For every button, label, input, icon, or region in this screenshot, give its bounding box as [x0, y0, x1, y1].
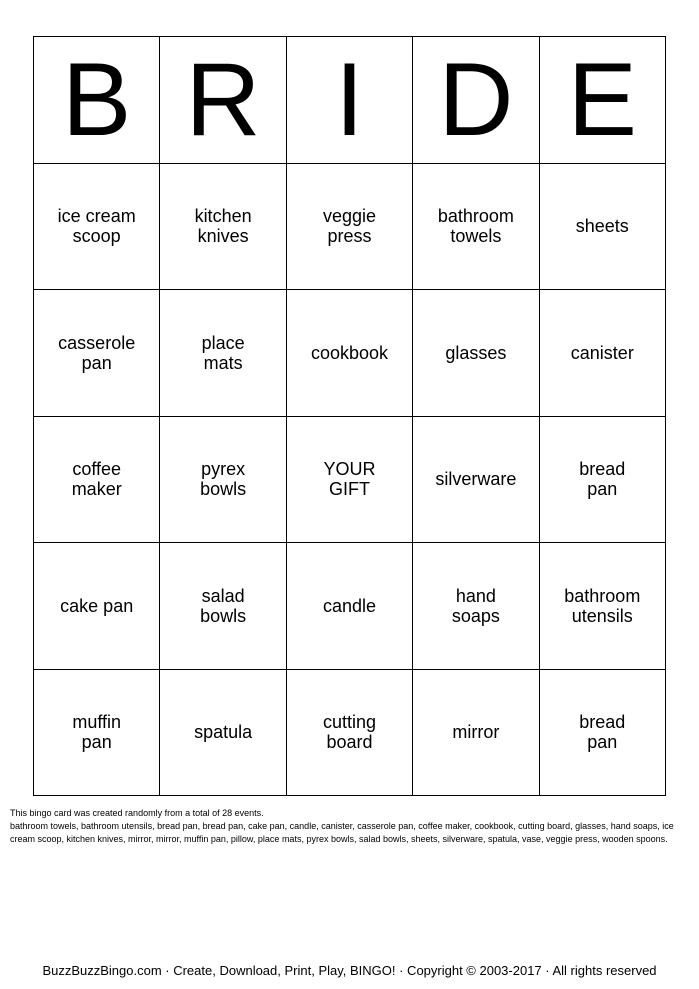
bingo-cell	[160, 670, 286, 797]
free-space-cell	[287, 417, 413, 544]
header-cell	[287, 37, 413, 164]
bingo-cell	[34, 417, 160, 544]
cell-text: bread pan	[579, 712, 626, 753]
notes-summary: This bingo card was created randomly from a total of 28 events.	[10, 808, 264, 818]
cell-text: sheets	[575, 216, 629, 237]
bingo-cell	[34, 670, 160, 797]
bingo-cell	[34, 164, 160, 291]
cell-text: cake pan	[60, 595, 134, 616]
bingo-cell	[160, 290, 286, 417]
bingo-cell	[287, 290, 413, 417]
cell-text: spatula	[194, 722, 253, 743]
header-letter: I	[335, 41, 364, 158]
cell-text: glasses	[445, 342, 507, 363]
bingo-cell	[34, 543, 160, 670]
cell-text: coffee maker	[71, 459, 122, 500]
bingo-cell	[413, 543, 539, 670]
header-cell	[413, 37, 539, 164]
notes-event-list: bathroom towels, bathroom utensils, bread pan, bread pan, cake pan, candle, canister, casserole pan, coffee maker, cookbook, cutting board, glasses, hand soaps, ice cream scoop, kitchen knives, mirror, mirror, muffin pan, pillow, place mats, pyrex bowls, salad bowls, sheets, silverware, spatula, vase, veggie press, wooden spoons.	[10, 821, 674, 844]
cell-text: YOUR GIFT	[323, 459, 376, 500]
bingo-cell	[413, 670, 539, 797]
bingo-cell	[540, 543, 666, 670]
cell-text: cookbook	[310, 342, 389, 363]
bingo-cell	[160, 417, 286, 544]
header-letter: D	[438, 41, 514, 158]
cell-text: pyrex bowls	[200, 459, 247, 500]
bingo-cell	[34, 290, 160, 417]
bingo-cell	[287, 164, 413, 291]
header-cell	[34, 37, 160, 164]
cell-text: canister	[570, 342, 634, 363]
header-letter: B	[62, 41, 132, 158]
bingo-cell	[160, 543, 286, 670]
footer-text: BuzzBuzzBingo.com · Create, Download, Print, Play, BINGO! · Copyright © 2003-2017 · All rights reserved	[42, 963, 657, 978]
bingo-cell	[413, 290, 539, 417]
cell-text: cutting board	[322, 712, 377, 753]
cell-text: salad bowls	[200, 585, 247, 626]
header-letter: E	[567, 41, 637, 158]
cell-text: muffin pan	[72, 712, 122, 753]
bingo-board	[33, 36, 666, 796]
cell-text: silverware	[435, 469, 517, 490]
cell-text: ice cream scoop	[57, 206, 136, 247]
bingo-cell	[287, 543, 413, 670]
bingo-cell	[160, 164, 286, 291]
bingo-cell	[540, 164, 666, 291]
header-cell	[540, 37, 666, 164]
header-letter: R	[185, 41, 261, 158]
bingo-cell	[413, 417, 539, 544]
cell-text: mirror	[452, 722, 500, 743]
bingo-cell	[287, 670, 413, 797]
cell-text: bathroom utensils	[564, 585, 641, 626]
cell-text: casserole pan	[58, 332, 136, 373]
cell-text: place mats	[201, 332, 245, 373]
cell-text: bathroom towels	[437, 206, 514, 247]
bingo-cell	[540, 670, 666, 797]
bingo-cell	[413, 164, 539, 291]
cell-text: kitchen knives	[194, 206, 252, 247]
cell-text: hand soaps	[451, 585, 500, 626]
bingo-cell	[540, 290, 666, 417]
bingo-cell	[540, 417, 666, 544]
cell-text: veggie press	[322, 206, 377, 247]
header-cell	[160, 37, 286, 164]
cell-text: bread pan	[579, 459, 626, 500]
cell-text: candle	[322, 595, 377, 616]
card-notes	[10, 807, 680, 846]
